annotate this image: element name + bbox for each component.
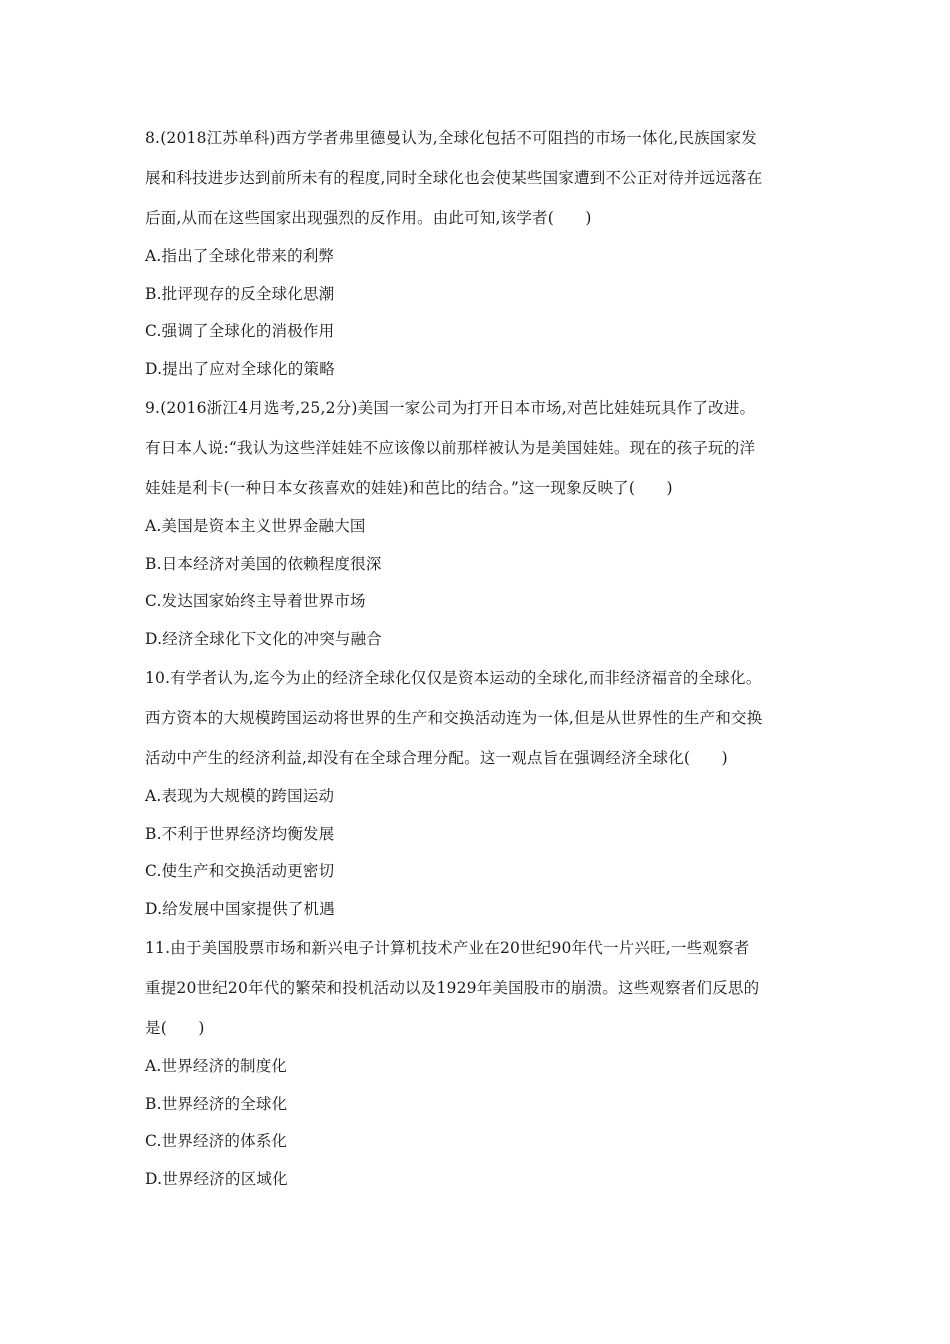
stem-line: 娃娃是利卡(一种日本女孩喜欢的娃娃)和芭比的结合。”这一现象反映了( ) [145,479,673,497]
stem-line: 11.由于美国股票市场和新兴电子计算机技术产业在20世纪90年代一片兴旺,一些观察者 [145,939,750,957]
stem-line: 8.(2018江苏单科)西方学者弗里德曼认为,全球化包括不可阻挡的市场一体化,民族国家发 [145,129,757,147]
question-stem [145,388,810,508]
stem-line: 有日本人说:“我认为这些洋娃娃不应该像以前那样被认为是美国娃娃。现在的孩子玩的洋 [145,439,756,457]
question-11 [145,928,810,1198]
stem-line: 10.有学者认为,迄今为止的经济全球化仅仅是资本运动的全球化,而非经济福音的全球化。 [145,669,762,687]
stem-line: 重提20世纪20年代的繁荣和投机活动以及1929年美国股市的崩溃。这些观察者们反思的 [145,979,760,997]
option-d: D.世界经济的区域化 [145,1169,288,1188]
question-8 [145,118,810,388]
option-d: D.提出了应对全球化的策略 [145,359,335,378]
option-a: A.世界经济的制度化 [145,1057,288,1075]
option-b: B.世界经济的全球化 [145,1094,288,1113]
option-a: A.表现为大规模的跨国运动 [145,787,335,805]
question-stem [145,118,810,238]
option-d: D.给发展中国家提供了机遇 [145,899,335,918]
option-b: B.不利于世界经济均衡发展 [145,824,335,843]
option-a: A.美国是资本主义世界金融大国 [145,517,366,535]
question-stem [145,658,810,778]
question-9 [145,388,810,658]
document-page [145,118,810,1198]
stem-line: 活动中产生的经济利益,却没有在全球合理分配。这一观点旨在强调经济全球化( ) [145,749,728,767]
stem-line: 西方资本的大规模跨国运动将世界的生产和交换活动连为一体,但是从世界性的生产和交换 [145,709,763,727]
option-c: C.发达国家始终主导着世界市场 [145,592,366,610]
stem-line: 是( ) [145,1019,205,1037]
stem-line: 后面,从而在这些国家出现强烈的反作用。由此可知,该学者( ) [145,209,592,227]
option-c: C.强调了全球化的消极作用 [145,322,335,340]
option-c: C.使生产和交换活动更密切 [145,862,335,880]
option-c: C.世界经济的体系化 [145,1132,288,1150]
question-10 [145,658,810,928]
option-a: A.指出了全球化带来的利弊 [145,247,335,265]
option-d: D.经济全球化下文化的冲突与融合 [145,629,383,648]
stem-line: 9.(2016浙江4月选考,25,2分)美国一家公司为打开日本市场,对芭比娃娃玩具作了改进。 [145,399,756,417]
question-stem [145,928,810,1048]
option-b: B.日本经济对美国的依赖程度很深 [145,554,382,573]
option-b: B.批评现存的反全球化思潮 [145,284,335,303]
stem-line: 展和科技进步达到前所未有的程度,同时全球化也会使某些国家遭到不公正对待并远远落在 [145,169,763,187]
